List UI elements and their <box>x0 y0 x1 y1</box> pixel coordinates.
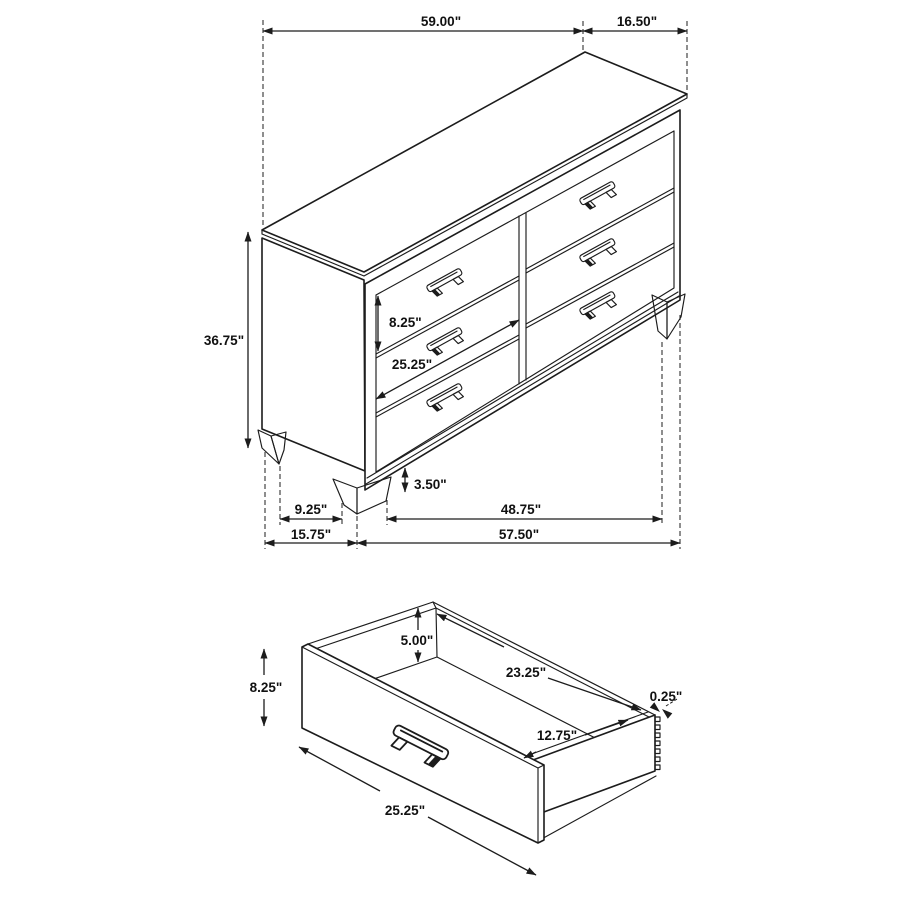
dim-label-dresser-drawer-height: 8.25" <box>389 315 422 330</box>
dim-label-dresser-front-feet-span: 48.75" <box>500 502 542 517</box>
dim-label-drawer-front-height: 8.25" <box>249 680 283 695</box>
dim-label-drawer-inner-length: 23.25" <box>505 665 547 680</box>
dim-label-dresser-width-bottom: 57.50" <box>498 527 540 542</box>
dim-label-drawer-front-width: 25.25" <box>384 803 426 818</box>
dim-label-dresser-drawer-width: 25.25" <box>391 357 433 372</box>
dim-label-dresser-side-foot-span: 9.25" <box>294 502 328 517</box>
dim-label-dresser-depth-bottom: 15.75" <box>290 527 332 542</box>
dim-label-drawer-side-thickness: 0.25" <box>649 689 683 704</box>
dim-label-drawer-inner-height: 5.00" <box>400 633 434 648</box>
dim-label-dresser-width-top: 59.00" <box>420 14 462 29</box>
dim-label-dresser-height: 36.75" <box>203 333 245 348</box>
dim-label-dresser-depth-top: 16.50" <box>616 14 658 29</box>
dim-label-dresser-foot-height: 3.50" <box>414 477 447 492</box>
dim-label-drawer-inner-depth: 12.75" <box>536 728 578 743</box>
